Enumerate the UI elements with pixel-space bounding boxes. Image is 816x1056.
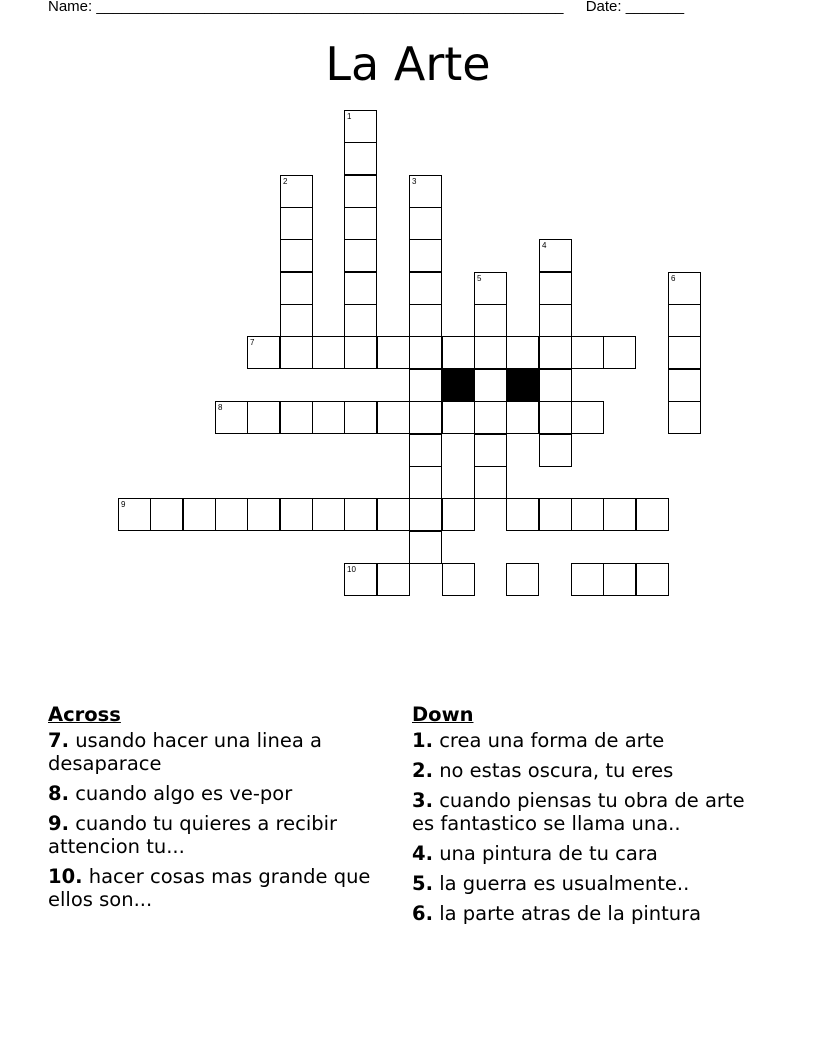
grid-cell[interactable]	[571, 498, 604, 531]
grid-cell[interactable]	[312, 401, 345, 434]
grid-cell[interactable]	[442, 336, 475, 369]
clue-text: la parte atras de la pintura	[439, 902, 702, 925]
clue-down-3	[412, 789, 772, 835]
clue-text: hacer cosas mas grande que ellos son...	[48, 865, 371, 911]
cell-number: 3	[412, 177, 417, 186]
grid-cell[interactable]	[377, 498, 410, 531]
grid-cell[interactable]	[474, 272, 507, 305]
grid-cell[interactable]	[344, 304, 377, 337]
grid-cell[interactable]	[474, 466, 507, 499]
clue-down-6	[412, 902, 772, 925]
grid-cell[interactable]	[409, 304, 442, 337]
crossword-grid	[118, 110, 700, 596]
grid-cell[interactable]	[603, 563, 636, 596]
clue-across-7	[48, 729, 393, 775]
grid-cell[interactable]	[409, 239, 442, 272]
grid-cell[interactable]	[118, 498, 151, 531]
clue-number: 8.	[48, 782, 69, 805]
grid-cell[interactable]	[183, 498, 216, 531]
grid-cell[interactable]	[474, 401, 507, 434]
grid-cell[interactable]	[150, 498, 183, 531]
cell-number: 5	[477, 274, 482, 283]
across-heading: Across	[48, 703, 121, 726]
grid-cell[interactable]	[442, 498, 475, 531]
grid-cell[interactable]	[377, 336, 410, 369]
grid-cell[interactable]	[409, 498, 442, 531]
clue-text: no estas oscura, tu eres	[439, 759, 674, 782]
clue-text: cuando tu quieres a recibir attencion tu...	[48, 812, 338, 858]
clue-text: usando hacer una linea a desaparace	[48, 729, 322, 775]
grid-cell[interactable]	[506, 336, 539, 369]
grid-cell[interactable]	[668, 401, 701, 434]
grid-cell[interactable]	[539, 239, 572, 272]
grid-cell[interactable]	[603, 336, 636, 369]
clue-text: cuando algo es ve-por	[75, 782, 293, 805]
cell-number: 7	[250, 338, 255, 347]
cell-number: 10	[347, 565, 356, 574]
grid-cell[interactable]	[247, 498, 280, 531]
clue-down-4	[412, 842, 772, 865]
grid-cell[interactable]	[571, 401, 604, 434]
clue-number: 5.	[412, 872, 433, 895]
down-clues	[412, 703, 772, 932]
clue-text: la guerra es usualmente..	[439, 872, 690, 895]
grid-cell[interactable]	[377, 401, 410, 434]
clue-number: 3.	[412, 789, 433, 812]
grid-cell[interactable]	[344, 110, 377, 143]
grid-cell[interactable]	[215, 401, 248, 434]
down-heading: Down	[412, 703, 474, 726]
grid-cell[interactable]	[409, 531, 442, 564]
cell-number: 8	[218, 403, 223, 412]
grid-cell[interactable]	[377, 563, 410, 596]
grid-cell[interactable]	[603, 498, 636, 531]
page-title: La Arte	[325, 37, 491, 91]
grid-cell[interactable]	[474, 434, 507, 467]
clue-text: cuando piensas tu obra de arte es fantastico se llama una..	[412, 789, 745, 835]
grid-cell[interactable]	[442, 563, 475, 596]
grid-cell[interactable]	[312, 498, 345, 531]
grid-cell[interactable]	[668, 272, 701, 305]
clue-text: crea una forma de arte	[439, 729, 665, 752]
grid-cell[interactable]	[409, 466, 442, 499]
grid-cell[interactable]	[539, 369, 572, 402]
cell-number: 6	[671, 274, 676, 283]
clue-across-8	[48, 782, 393, 805]
clue-number: 10.	[48, 865, 83, 888]
grid-cell[interactable]	[344, 207, 377, 240]
grid-cell[interactable]	[539, 272, 572, 305]
grid-cell[interactable]	[280, 498, 313, 531]
clue-down-1	[412, 729, 772, 752]
clue-number: 7.	[48, 729, 69, 752]
grid-cell[interactable]	[247, 336, 280, 369]
grid-cell[interactable]	[215, 498, 248, 531]
grid-cell[interactable]	[280, 175, 313, 208]
grid-cell[interactable]	[247, 401, 280, 434]
grid-cell[interactable]	[506, 563, 539, 596]
grid-block	[506, 369, 539, 402]
grid-cell[interactable]	[344, 272, 377, 305]
grid-cell[interactable]	[668, 336, 701, 369]
grid-cell[interactable]	[280, 272, 313, 305]
grid-cell[interactable]	[409, 272, 442, 305]
clue-text: una pintura de tu cara	[439, 842, 658, 865]
grid-cell[interactable]	[280, 207, 313, 240]
date-field[interactable]: Date: _______	[585, 0, 685, 15]
grid-cell[interactable]	[280, 401, 313, 434]
clue-down-5	[412, 872, 772, 895]
clue-number: 4.	[412, 842, 433, 865]
grid-cell[interactable]	[409, 434, 442, 467]
across-clues	[48, 703, 393, 918]
grid-cell[interactable]	[280, 304, 313, 337]
cell-number: 2	[283, 177, 288, 186]
grid-cell[interactable]	[636, 498, 669, 531]
grid-cell[interactable]	[474, 369, 507, 402]
grid-cell[interactable]	[409, 369, 442, 402]
grid-cell[interactable]	[539, 498, 572, 531]
clue-number: 1.	[412, 729, 433, 752]
grid-cell[interactable]	[506, 498, 539, 531]
grid-cell[interactable]	[474, 304, 507, 337]
grid-cell[interactable]	[668, 304, 701, 337]
clue-across-9	[48, 812, 393, 858]
cell-number: 1	[347, 112, 352, 121]
grid-cell[interactable]	[344, 336, 377, 369]
header-line	[48, 0, 684, 15]
clue-across-10	[48, 865, 393, 911]
name-field[interactable]: Name: ________________________________________________________	[48, 0, 564, 15]
grid-cell[interactable]	[409, 401, 442, 434]
grid-cell[interactable]	[409, 207, 442, 240]
clue-number: 6.	[412, 902, 433, 925]
grid-cell[interactable]	[344, 498, 377, 531]
grid-cell[interactable]	[409, 336, 442, 369]
clue-number: 2.	[412, 759, 433, 782]
grid-cell[interactable]	[344, 142, 377, 175]
clue-number: 9.	[48, 812, 69, 835]
cell-number: 4	[542, 241, 547, 250]
grid-cell[interactable]	[344, 401, 377, 434]
grid-cell[interactable]	[668, 369, 701, 402]
grid-cell[interactable]	[506, 401, 539, 434]
grid-block	[442, 369, 475, 402]
grid-cell[interactable]	[571, 563, 604, 596]
grid-cell[interactable]	[344, 239, 377, 272]
grid-cell[interactable]	[571, 336, 604, 369]
grid-cell[interactable]	[539, 401, 572, 434]
grid-cell[interactable]	[409, 175, 442, 208]
grid-cell[interactable]	[539, 304, 572, 337]
cell-number: 9	[121, 500, 126, 509]
grid-cell[interactable]	[539, 434, 572, 467]
grid-cell[interactable]	[539, 336, 572, 369]
grid-cell[interactable]	[280, 239, 313, 272]
grid-cell[interactable]	[636, 563, 669, 596]
clue-down-2	[412, 759, 772, 782]
grid-cell[interactable]	[344, 563, 377, 596]
grid-cell[interactable]	[442, 401, 475, 434]
grid-cell[interactable]	[474, 336, 507, 369]
grid-cell[interactable]	[280, 336, 313, 369]
grid-cell[interactable]	[344, 175, 377, 208]
grid-cell[interactable]	[312, 336, 345, 369]
